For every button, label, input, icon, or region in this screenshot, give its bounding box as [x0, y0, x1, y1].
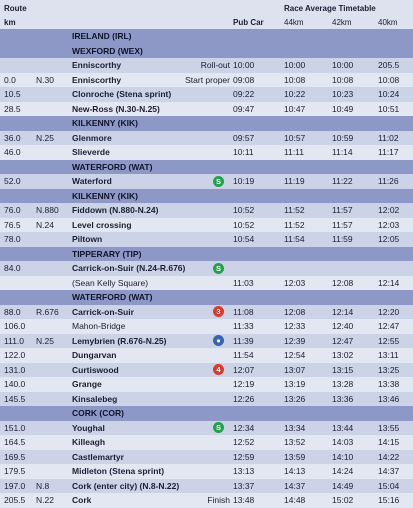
- region-name: WEXFORD (WEX): [72, 45, 143, 56]
- pubcar-time: 11:39: [233, 335, 254, 346]
- table-row: [0, 377, 413, 392]
- pubcar-time: 10:52: [233, 205, 255, 215]
- time-42km: 13:36: [332, 393, 354, 404]
- time-42km: 13:28: [332, 379, 354, 389]
- pubcar-time: 10:11: [233, 147, 254, 157]
- pubcar-time: 13:48: [233, 495, 255, 505]
- region-header: [0, 189, 413, 204]
- time-40km: 10:51: [378, 103, 400, 114]
- region-header: [0, 160, 413, 175]
- table-row: [0, 58, 413, 73]
- time-40km: 11:02: [378, 132, 399, 143]
- time-44km: 14:13: [284, 466, 306, 476]
- table-row: [0, 464, 413, 479]
- climb-icon: 4: [213, 364, 224, 375]
- km-cell: 84.0: [4, 263, 21, 273]
- time-40km: 13:46: [378, 393, 400, 404]
- km-cell: 197.0: [4, 480, 26, 491]
- time-40km: 15:16: [378, 495, 400, 505]
- time-40km: 14:15: [378, 437, 400, 447]
- time-44km: 10:22: [284, 89, 306, 99]
- speed-44-header: 44km: [284, 18, 304, 27]
- time-42km: 12:14: [332, 306, 354, 317]
- time-44km: 12:39: [284, 335, 306, 346]
- region-header: [0, 290, 413, 305]
- region-name: KILKENNY (KIK): [72, 118, 138, 128]
- place-name: Slieverde: [72, 147, 110, 157]
- km-cell: 151.0: [4, 422, 26, 433]
- time-42km: 12:40: [332, 321, 354, 331]
- time-44km: 11:52: [284, 219, 305, 230]
- region-header: [0, 247, 413, 262]
- road-cell: N.25: [36, 335, 54, 346]
- table-row: [0, 261, 413, 276]
- km-cell: 111.0: [4, 335, 25, 346]
- time-44km: 12:03: [284, 277, 306, 288]
- km-cell: 10.5: [4, 89, 21, 99]
- time-44km: 11:52: [284, 205, 305, 215]
- table-row: [0, 102, 413, 117]
- time-44km: 10:08: [284, 74, 306, 85]
- pubcar-time: 10:19: [233, 176, 255, 186]
- time-40km: 11:26: [378, 176, 399, 186]
- pubcar-time: 09:47: [233, 103, 255, 114]
- table-row: [0, 421, 413, 436]
- place-name: Midleton (Stena sprint): [72, 466, 165, 476]
- sprint-icon: S: [213, 176, 224, 187]
- table-row: [0, 363, 413, 378]
- time-40km: 13:11: [378, 350, 399, 360]
- region-name: WATERFORD (WAT): [72, 292, 153, 302]
- sprint-icon: S: [213, 263, 224, 274]
- pubcar-time: 11:54: [233, 350, 254, 360]
- stop-note: Start proper: [185, 74, 230, 85]
- pubcar-time: 12:52: [233, 437, 255, 447]
- time-42km: 10:59: [332, 132, 354, 143]
- pubcar-time: 10:54: [233, 234, 255, 244]
- region-header: [0, 406, 413, 421]
- time-42km: 11:22: [332, 176, 353, 186]
- table-row: [0, 435, 413, 450]
- table-row: [0, 131, 413, 146]
- time-44km: 13:59: [284, 451, 306, 462]
- km-cell: 205.5: [4, 495, 26, 505]
- time-44km: 13:07: [284, 364, 306, 375]
- pubcar-time: 11:33: [233, 321, 254, 331]
- time-42km: 11:14: [332, 147, 353, 157]
- km-cell: 36.0: [4, 132, 21, 143]
- km-cell: 78.0: [4, 234, 21, 244]
- place-name: Youghal: [72, 422, 105, 433]
- time-44km: 10:57: [284, 132, 306, 143]
- place-name: Waterford: [72, 176, 112, 186]
- road-cell: N.22: [36, 495, 54, 505]
- pubcar-time: 10:52: [233, 219, 255, 230]
- km-cell: 179.5: [4, 466, 26, 476]
- pubcar-time: 11:03: [233, 277, 254, 288]
- region-name: WATERFORD (WAT): [72, 161, 153, 172]
- place-name: Fiddown (N.880-N.24): [72, 205, 159, 215]
- km-cell: 169.5: [4, 451, 26, 462]
- place-name: Level crossing: [72, 219, 132, 230]
- time-44km: 12:08: [284, 306, 306, 317]
- pubcar-time: 13:13: [233, 466, 255, 476]
- road-cell: N.25: [36, 132, 54, 143]
- road-cell: R.676: [36, 306, 59, 317]
- pubcar-time: 11:08: [233, 306, 254, 317]
- table-row: [0, 174, 413, 189]
- place-name: Killeagh: [72, 437, 106, 447]
- time-42km: 11:57: [332, 219, 353, 230]
- time-42km: 14:24: [332, 466, 354, 476]
- km-cell: 106.0: [4, 321, 26, 331]
- time-44km: 13:34: [284, 422, 306, 433]
- time-42km: 11:59: [332, 234, 353, 244]
- km-cell: 145.5: [4, 393, 26, 404]
- time-40km: 11:17: [378, 147, 399, 157]
- km-cell: 88.0: [4, 306, 21, 317]
- km-cell: 76.0: [4, 205, 21, 215]
- stop-note: Finish: [207, 495, 230, 505]
- road-cell: N.24: [36, 219, 54, 230]
- table-row: [0, 392, 413, 407]
- route-header: Route: [4, 4, 27, 13]
- time-44km: 13:26: [284, 393, 306, 404]
- time-42km: 10:23: [332, 89, 354, 99]
- sprint-icon: S: [213, 422, 224, 433]
- road-cell: N.30: [36, 74, 54, 85]
- table-row: [0, 479, 413, 494]
- table-row: [0, 276, 413, 291]
- time-40km: 12:20: [378, 306, 400, 317]
- place-name: Dungarvan: [72, 350, 117, 360]
- region-name: KILKENNY (KIK): [72, 190, 138, 201]
- time-40km: 205.5: [378, 60, 400, 70]
- place-name: Kinsalebeg: [72, 393, 118, 404]
- pubcar-time: 12:07: [233, 364, 255, 375]
- km-cell: 76.5: [4, 219, 21, 230]
- pubcar-time: 09:08: [233, 74, 255, 85]
- time-42km: 14:49: [332, 480, 354, 491]
- time-40km: 12:05: [378, 234, 400, 244]
- table-row: [0, 73, 413, 88]
- km-cell: 122.0: [4, 350, 26, 360]
- place-name: Lemybrien (R.676-N.25): [72, 335, 167, 346]
- time-44km: 10:00: [284, 60, 306, 70]
- table-row: [0, 232, 413, 247]
- time-40km: 13:55: [378, 422, 400, 433]
- place-name: Glenmore: [72, 132, 112, 143]
- pubcar-time: 12:19: [233, 379, 255, 389]
- time-40km: 14:37: [378, 466, 400, 476]
- time-44km: 13:19: [284, 379, 306, 389]
- place-name: Carrick-on-Suir: [72, 306, 134, 317]
- time-44km: 11:11: [284, 147, 305, 157]
- time-40km: 12:02: [378, 205, 400, 215]
- region-name: CORK (COR): [72, 408, 124, 418]
- time-40km: 10:24: [378, 89, 400, 99]
- table-row: [0, 334, 413, 349]
- time-40km: 15:04: [378, 480, 400, 491]
- timetable-header: Race Average Timetable: [284, 4, 376, 13]
- place-name: Carrick-on-Suir (N.24-R.676): [72, 263, 186, 273]
- time-40km: 10:08: [378, 74, 400, 85]
- region-header: [0, 29, 413, 44]
- table-row: [0, 87, 413, 102]
- km-cell: 0.0: [4, 74, 16, 85]
- time-40km: 12:14: [378, 277, 400, 288]
- time-42km: 10:49: [332, 103, 354, 114]
- table-row: [0, 305, 413, 320]
- region-name: IRELAND (IRL): [72, 31, 132, 41]
- km-cell: 131.0: [4, 364, 26, 375]
- time-42km: 13:44: [332, 422, 354, 433]
- km-cell: 140.0: [4, 379, 26, 389]
- km-cell: 28.5: [4, 103, 21, 114]
- speed-40-header: 40km: [378, 18, 398, 27]
- speed-42-header: 42km: [332, 18, 352, 27]
- region-name: TIPPERARY (TIP): [72, 248, 142, 259]
- place-name: Grange: [72, 379, 102, 389]
- time-40km: 12:55: [378, 335, 400, 346]
- time-44km: 13:52: [284, 437, 306, 447]
- km-cell: 46.0: [4, 147, 21, 157]
- table-row: [0, 493, 413, 508]
- time-40km: 12:03: [378, 219, 400, 230]
- place-name: New-Ross (N.30-N.25): [72, 103, 160, 114]
- time-44km: 12:33: [284, 321, 306, 331]
- road-cell: N.880: [36, 205, 59, 215]
- place-name: (Sean Kelly Square): [72, 277, 149, 288]
- time-44km: 11:54: [284, 234, 305, 244]
- time-44km: 12:54: [284, 350, 306, 360]
- pubcar-time: 13:37: [233, 480, 255, 491]
- place-name: Enniscorthy: [72, 60, 122, 70]
- time-44km: 14:48: [284, 495, 306, 505]
- table-row: [0, 319, 413, 334]
- table-row: [0, 450, 413, 465]
- feed-zone-icon: ●: [213, 335, 224, 346]
- region-header: [0, 44, 413, 59]
- km-cell: 164.5: [4, 437, 26, 447]
- place-name: Cork: [72, 495, 92, 505]
- table-row: [0, 145, 413, 160]
- time-42km: 12:08: [332, 277, 354, 288]
- pubcar-header: Pub Car: [233, 18, 264, 27]
- table-row: [0, 218, 413, 233]
- time-42km: 13:15: [332, 364, 354, 375]
- place-name: Enniscorthy: [72, 74, 122, 85]
- time-42km: 12:47: [332, 335, 354, 346]
- pubcar-time: 12:59: [233, 451, 255, 462]
- place-name: Clonroche (Stena sprint): [72, 89, 172, 99]
- pubcar-time: 09:22: [233, 89, 255, 99]
- km-cell: 52.0: [4, 176, 21, 186]
- time-44km: 14:37: [284, 480, 306, 491]
- time-42km: 15:02: [332, 495, 354, 505]
- road-cell: N.8: [36, 480, 50, 491]
- pubcar-time: 12:26: [233, 393, 255, 404]
- pubcar-time: 09:57: [233, 132, 255, 143]
- pubcar-time: 12:34: [233, 422, 255, 433]
- climb-icon: 3: [213, 306, 224, 317]
- pubcar-time: 10:00: [233, 60, 255, 70]
- time-42km: 13:02: [332, 350, 354, 360]
- stop-note: Roll-out: [200, 60, 230, 70]
- time-42km: 10:08: [332, 74, 354, 85]
- time-42km: 11:57: [332, 205, 353, 215]
- table-row: [0, 348, 413, 363]
- place-name: Cork (enter city) (N.8-N.22): [72, 480, 180, 491]
- time-40km: 13:25: [378, 364, 400, 375]
- time-42km: 14:10: [332, 451, 354, 462]
- place-name: Piltown: [72, 234, 103, 244]
- table-row: [0, 203, 413, 218]
- time-42km: 10:00: [332, 60, 354, 70]
- time-40km: 13:38: [378, 379, 400, 389]
- time-40km: 12:47: [378, 321, 400, 331]
- place-name: Castlemartyr: [72, 451, 124, 462]
- time-44km: 10:47: [284, 103, 306, 114]
- km-header: km: [4, 18, 16, 27]
- region-header: [0, 116, 413, 131]
- place-name: Curtiswood: [72, 364, 119, 375]
- time-40km: 14:22: [378, 451, 400, 462]
- time-44km: 11:19: [284, 176, 305, 186]
- time-42km: 14:03: [332, 437, 354, 447]
- place-name: Mahon-Bridge: [72, 321, 126, 331]
